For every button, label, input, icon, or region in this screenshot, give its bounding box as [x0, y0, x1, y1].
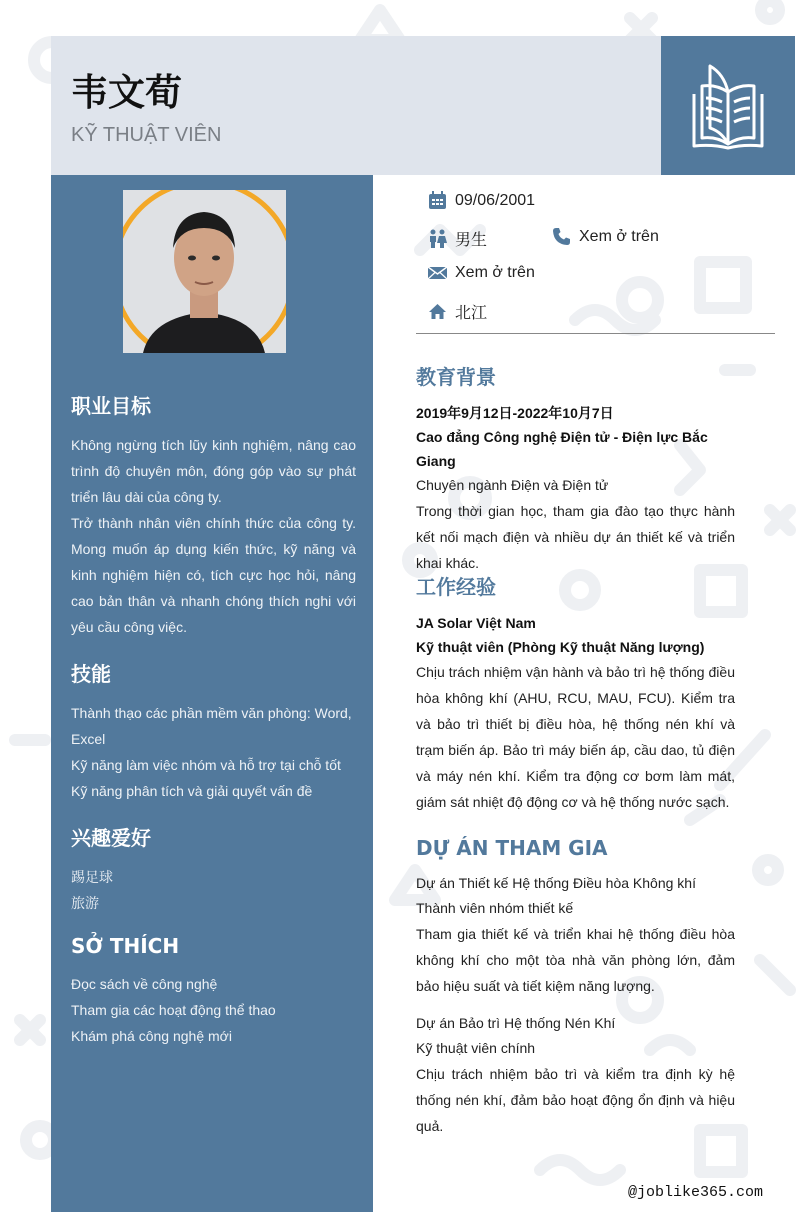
- project-item: [416, 1011, 735, 1139]
- email-value: Xem ở trên: [455, 263, 535, 281]
- home-icon: [428, 302, 447, 321]
- birthday-value: 09/06/2001: [455, 191, 536, 209]
- address-value: 北江: [455, 305, 488, 322]
- objective-title: 职业目标: [71, 394, 151, 418]
- header-banner: [51, 36, 661, 175]
- experience-title: 工作经验: [416, 575, 496, 599]
- project-item: [416, 871, 735, 999]
- experience-position: Kỹ thuật viên (Phòng Kỹ thuật Năng lượng): [416, 639, 705, 655]
- skills-title: 技能: [71, 662, 111, 686]
- skill-item: Thành thạo các phần mềm văn phòng: Word, Excel: [71, 705, 352, 747]
- interest-item: 旅游: [71, 895, 99, 911]
- project-description: Tham gia thiết kế và triển khai hệ thống điều hòa không khí cho một tòa nhà văn phòng lớn, đảm bảo hiệu suất và tiết kiệm năng lượng.: [416, 926, 735, 994]
- projects-section: [416, 836, 735, 1139]
- hobbies-section: [71, 934, 356, 1049]
- objective-section: [71, 390, 356, 640]
- project-role: Kỹ thuật viên chính: [416, 1040, 536, 1056]
- phone-icon: [552, 227, 571, 246]
- skill-item: Kỹ năng phân tích và giải quyết vấn đề: [71, 783, 313, 799]
- project-name: Dự án Thiết kế Hệ thống Điều hòa Không khí: [416, 875, 696, 891]
- gender-row: [428, 227, 487, 250]
- phone-value: Xem ở trên: [579, 227, 659, 245]
- project-description: Chịu trách nhiệm bảo trì và kiểm tra định kỳ hệ thống nén khí, đảm bảo hoạt động ổn định và hiệu quả.: [416, 1066, 735, 1134]
- calendar-icon: [428, 191, 447, 210]
- logo-box: [661, 36, 795, 175]
- education-description: Trong thời gian học, tham gia đào tạo thực hành kết nối mạch điện và nhiều dự án thiết kế và triển khai khác.: [416, 503, 735, 571]
- experience-description: Chịu trách nhiệm vận hành và bảo trì hệ thống điều hòa không khí (AHU, RCU, MAU, FCU). Kiểm tra và bảo trì thiết bị điều hòa, hệ thống nén khí và trạm biến áp. Bảo trì máy biến áp, cầu dao, tủ điện và máy nén khí. Kiểm tra động cơ bơm làm mát, giám sát nhiệt độ động cơ và hệ thống nước sạch.: [416, 664, 735, 810]
- gender-icon: [428, 229, 447, 248]
- email-row: [428, 263, 535, 282]
- envelope-icon: [428, 263, 447, 282]
- objective-paragraph: Trở thành nhân viên chính thức của công ty. Mong muốn áp dụng kiến thức, kỹ năng và kinh nghiệm hiện có, tích cực học hỏi, nâng cao bản thân và nhanh chóng thích nghi với yêu cầu công việc.: [71, 515, 356, 635]
- job-title: KỸ THUẬT VIÊN: [71, 124, 222, 146]
- objective-paragraph: Không ngừng tích lũy kinh nghiệm, nâng cao trình độ chuyên môn, đóng góp vào sự phát triển lâu dài của công ty.: [71, 437, 356, 505]
- project-name: Dự án Bảo trì Hệ thống Nén Khí: [416, 1015, 616, 1031]
- experience-company: JA Solar Việt Nam: [416, 615, 536, 631]
- footer-watermark: @joblike365.com: [628, 1184, 764, 1201]
- phone-row: [552, 227, 659, 246]
- hobby-item: Khám phá công nghệ mới: [71, 1028, 232, 1044]
- projects-title: DỰ ÁN THAM GIA: [416, 836, 608, 860]
- contact-divider: [416, 333, 775, 334]
- experience-section: [416, 571, 735, 815]
- sidebar: [51, 175, 373, 1212]
- gender-value: 男生: [455, 232, 488, 249]
- skills-section: [71, 658, 356, 804]
- skill-item: Kỹ năng làm việc nhóm và hỗ trợ tại chỗ tốt: [71, 757, 341, 773]
- address-row: [428, 300, 487, 323]
- profile-photo: [123, 190, 286, 353]
- education-major: Chuyên ngành Điện và Điện tử: [416, 477, 609, 493]
- hobby-item: Tham gia các hoạt động thể thao: [71, 1002, 276, 1018]
- hobbies-title: SỞ THÍCH: [71, 934, 180, 958]
- interests-title: 兴趣爱好: [71, 826, 151, 850]
- education-section: [416, 361, 735, 576]
- hobby-item: Đọc sách về công nghệ: [71, 976, 218, 992]
- education-school: Cao đẳng Công nghệ Điện tử - Điện lực Bắc Giang: [416, 429, 708, 469]
- interests-section: [71, 822, 356, 916]
- interest-item: 踢足球: [71, 869, 113, 885]
- education-title: 教育背景: [416, 365, 496, 389]
- candidate-name: 韦文荀: [71, 71, 182, 114]
- education-period: 2019年9月12日-2022年10月7日: [416, 405, 614, 421]
- open-book-icon: [680, 58, 776, 154]
- project-role: Thành viên nhóm thiết kế: [416, 900, 574, 916]
- birthday-row: [428, 191, 535, 210]
